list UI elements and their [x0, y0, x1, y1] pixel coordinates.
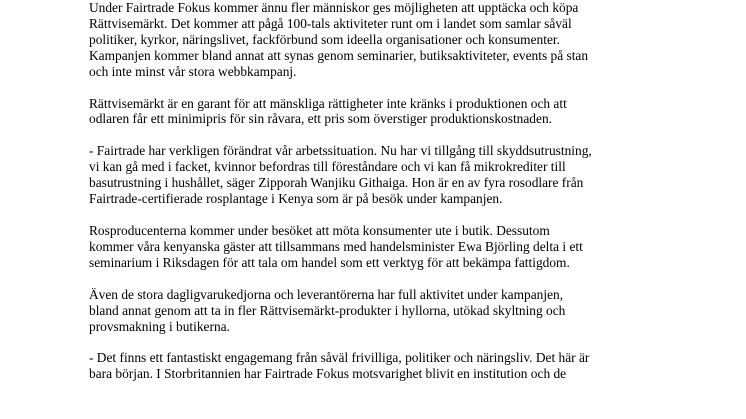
text-line: bara början. I Storbritannien har Fairtrade Fokus motsvarighet blivit en institution och de: [89, 366, 567, 382]
text-line: Även de stora dagligvarukedjorna och leverantörerna har full aktivitet under kampanjen,: [89, 286, 564, 302]
paragraph-retail-chains: [89, 287, 729, 335]
text-line: Rättvisemärkt är en garant för att mänskliga rättigheter inte kränks i produktionen och att: [89, 95, 567, 111]
text-line: vi kan gå med i facket, kvinnor befordras till föreståndare och vi kan få mikrokrediter till: [89, 159, 566, 175]
text-line: Rättvisemärkt. Det kommer att pågå 100-tals aktiviteter runt om i landet som samlar såväl: [89, 15, 572, 31]
text-line: Kampanjen kommer bland annat att synas genom seminarier, butiksaktiviteter, events på stan: [89, 47, 589, 63]
text-line: kommer våra kenyanska gäster att tillsammans med handelsminister Ewa Björling delta i ett: [89, 238, 583, 254]
text-line: bland annat genom att ta in fler Rättvisemärkt-produkter i hyllorna, utökad skyltning och: [89, 302, 566, 318]
document-page: [89, 0, 729, 398]
text-line: och inte minst vår stora webbkampanj.: [89, 63, 297, 79]
text-line: - Det finns ett fantastiskt engagemang från såväl frivilliga, politiker och näringsliv. Det här är: [89, 350, 590, 366]
paragraph-engagement-quote: [89, 350, 729, 382]
text-line: Under Fairtrade Fokus kommer ännu fler människor ges möjligheten att upptäcka och köpa: [89, 0, 579, 15]
text-line: provsmakning i butikerna.: [89, 318, 230, 334]
paragraph-campaign-intro: [89, 0, 729, 80]
text-line: seminarium i Riksdagen för att tala om handel som ett verktyg för att bekämpa fattigdom.: [89, 254, 570, 270]
paragraph-guarantee: [89, 96, 729, 128]
text-line: basutrustning i hushållet, säger Zipporah Wanjiku Githaiga. Hon är en av fyra rosodlare från: [89, 175, 584, 191]
text-line: - Fairtrade har verkligen förändrat vår arbetssituation. Nu har vi tillgång till skyddsutrustning,: [89, 143, 592, 159]
text-line: odlaren får ett minimipris för sin råvara, ett pris som överstiger produktionskostnaden.: [89, 111, 552, 127]
paragraph-rose-producers: [89, 223, 729, 271]
text-line: politiker, kyrkor, näringslivet, fackförbund som ideella organisationer och konsumenter.: [89, 31, 560, 47]
text-line: Fairtrade-certifierade rosplantage i Kenya som är på besök under kampanjen.: [89, 191, 503, 207]
paragraph-quote-zipporah: [89, 143, 729, 207]
text-line: Rosproducenterna kommer under besöket att möta konsumenter ute i butik. Dessutom: [89, 222, 550, 238]
